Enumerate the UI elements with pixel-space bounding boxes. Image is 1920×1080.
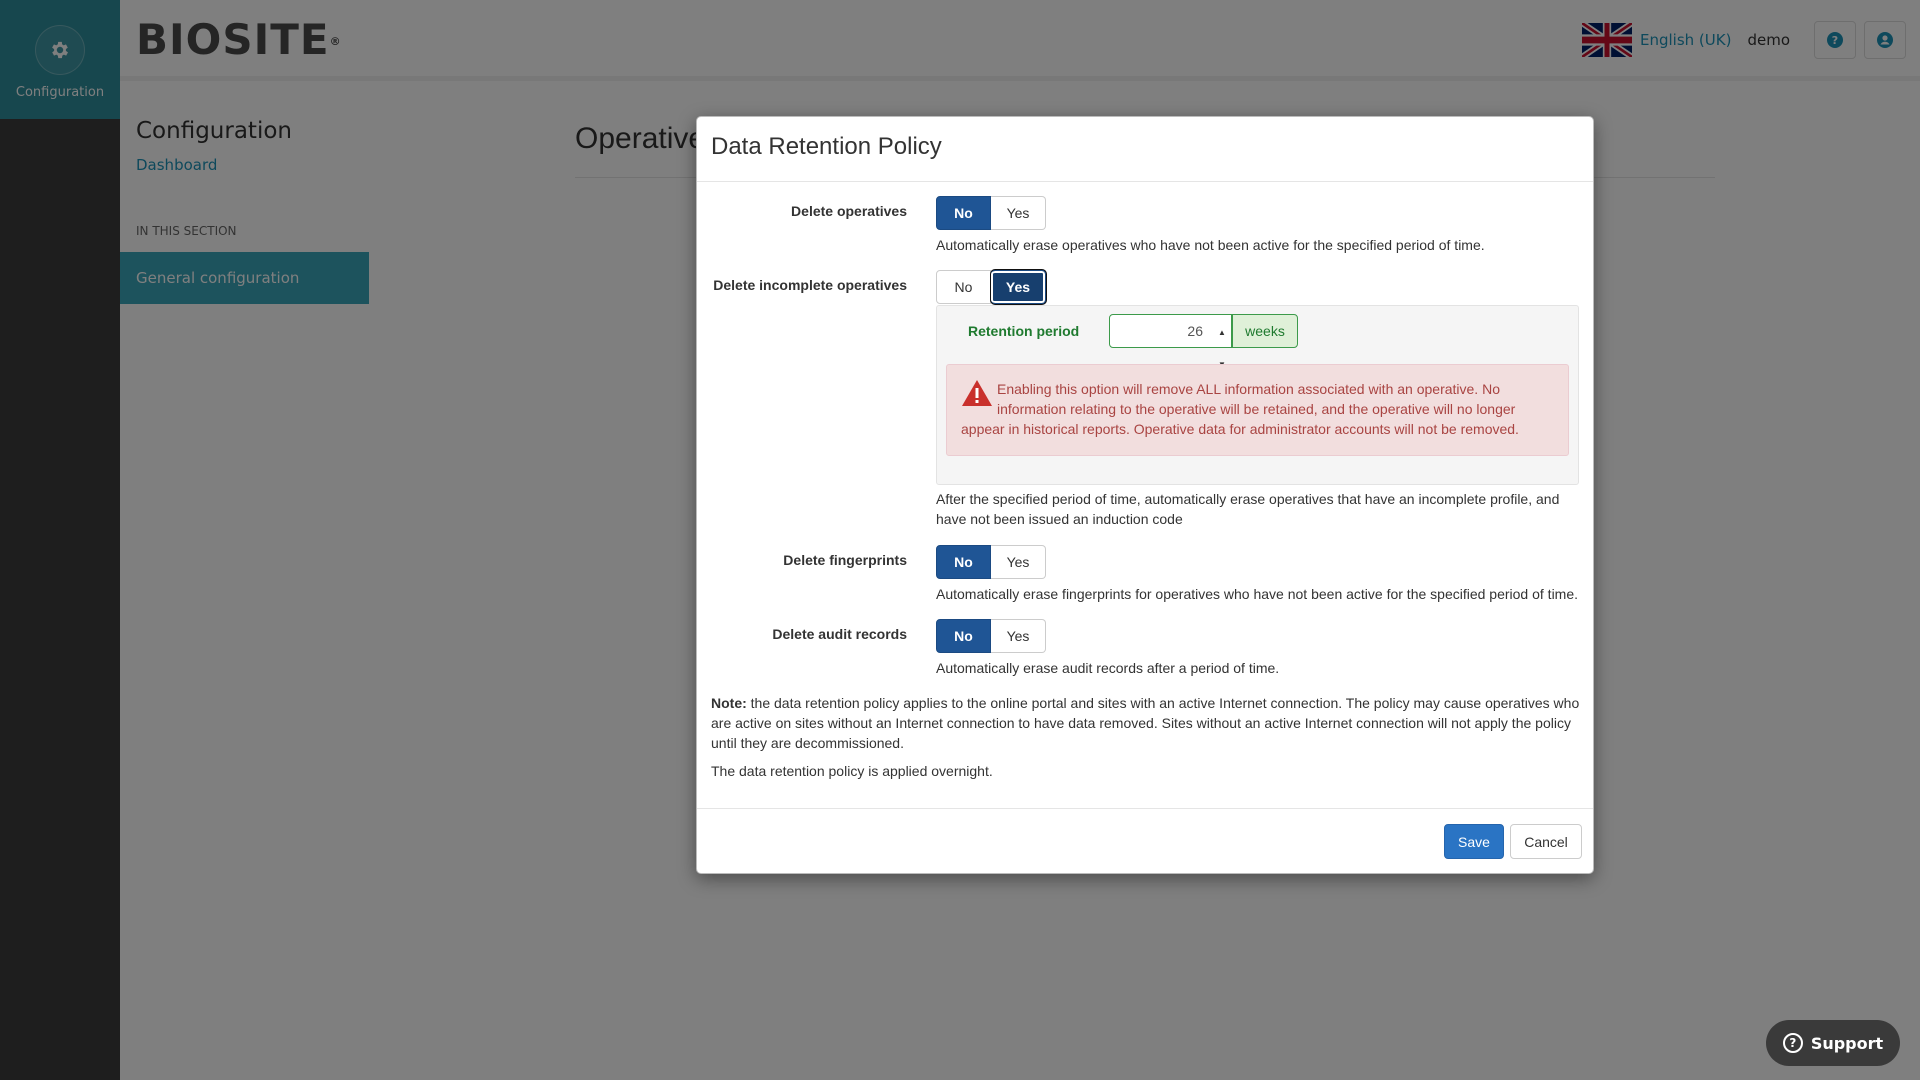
data-retention-modal	[696, 116, 1594, 874]
delete-fingerprints-toggle	[936, 545, 1046, 579]
delete-operatives-help: Automatically erase operatives who have not been active for the specified period of time.	[936, 237, 1485, 253]
warning-alert	[946, 364, 1569, 456]
delete-incomplete-operatives-toggle	[936, 270, 1046, 304]
modal-title: Data Retention Policy	[711, 133, 942, 160]
delete-incomplete-operatives-help: After the specified period of time, automatically erase operatives that have an incomplete profile, and have not been issued an induction code	[936, 491, 1560, 527]
delete-audit-records-help: Automatically erase audit records after a period of time.	[936, 660, 1280, 676]
question-circle-icon: ?	[1783, 1033, 1803, 1053]
save-button[interactable]: Save	[1444, 824, 1504, 859]
retention-note-overnight: The data retention policy is applied overnight.	[711, 763, 993, 779]
support-button[interactable]	[1766, 1020, 1900, 1066]
delete-audit-records-toggle	[936, 619, 1046, 653]
delete-incomplete-operatives-yes[interactable]: Yes	[991, 270, 1046, 304]
delete-fingerprints-yes[interactable]: Yes	[991, 545, 1046, 579]
delete-operatives-no[interactable]: No	[936, 196, 991, 230]
delete-audit-records-no[interactable]: No	[936, 619, 991, 653]
retention-period-input[interactable]: 26 ▲	[1109, 314, 1232, 348]
warning-triangle-icon	[961, 379, 993, 407]
modal-header	[697, 117, 1593, 182]
cancel-button[interactable]: Cancel	[1510, 824, 1582, 859]
delete-fingerprints-help: Automatically erase fingerprints for operatives who have not been active for the specified period of time.	[936, 586, 1579, 602]
delete-fingerprints-no[interactable]: No	[936, 545, 991, 579]
retention-period-label: Retention period	[968, 323, 1080, 339]
delete-operatives-toggle	[936, 196, 1046, 230]
retention-settings-panel	[936, 305, 1579, 485]
warning-text: Enabling this option will remove ALL information associated with an operative. No information relating to the operative will be retained, and the operative will no longer appear in historical reports. Operative data for administrator accounts will not be removed.	[961, 381, 1519, 437]
delete-fingerprints-label: Delete fingerprints	[783, 552, 907, 568]
retention-note: Note: the data retention policy applies to the online portal and sites with an active Internet connection. The policy may cause operatives who are active on sites without an Internet connection to have data removed. Sites without an active Internet connection will not apply the policy until they are decommissioned.	[711, 695, 1580, 751]
delete-incomplete-operatives-no[interactable]: No	[936, 270, 991, 304]
delete-audit-records-label: Delete audit records	[772, 626, 907, 642]
retention-unit: weeks	[1232, 314, 1298, 348]
number-spinner[interactable]	[1215, 317, 1229, 345]
delete-operatives-label: Delete operatives	[791, 203, 907, 219]
delete-audit-records-yes[interactable]: Yes	[991, 619, 1046, 653]
spin-up-icon[interactable]: ▲	[1218, 328, 1226, 337]
delete-operatives-yes[interactable]: Yes	[991, 196, 1046, 230]
delete-incomplete-operatives-label: Delete incomplete operatives	[713, 277, 907, 293]
modal-footer	[697, 808, 1593, 873]
support-label: Support	[1810, 1033, 1884, 1053]
